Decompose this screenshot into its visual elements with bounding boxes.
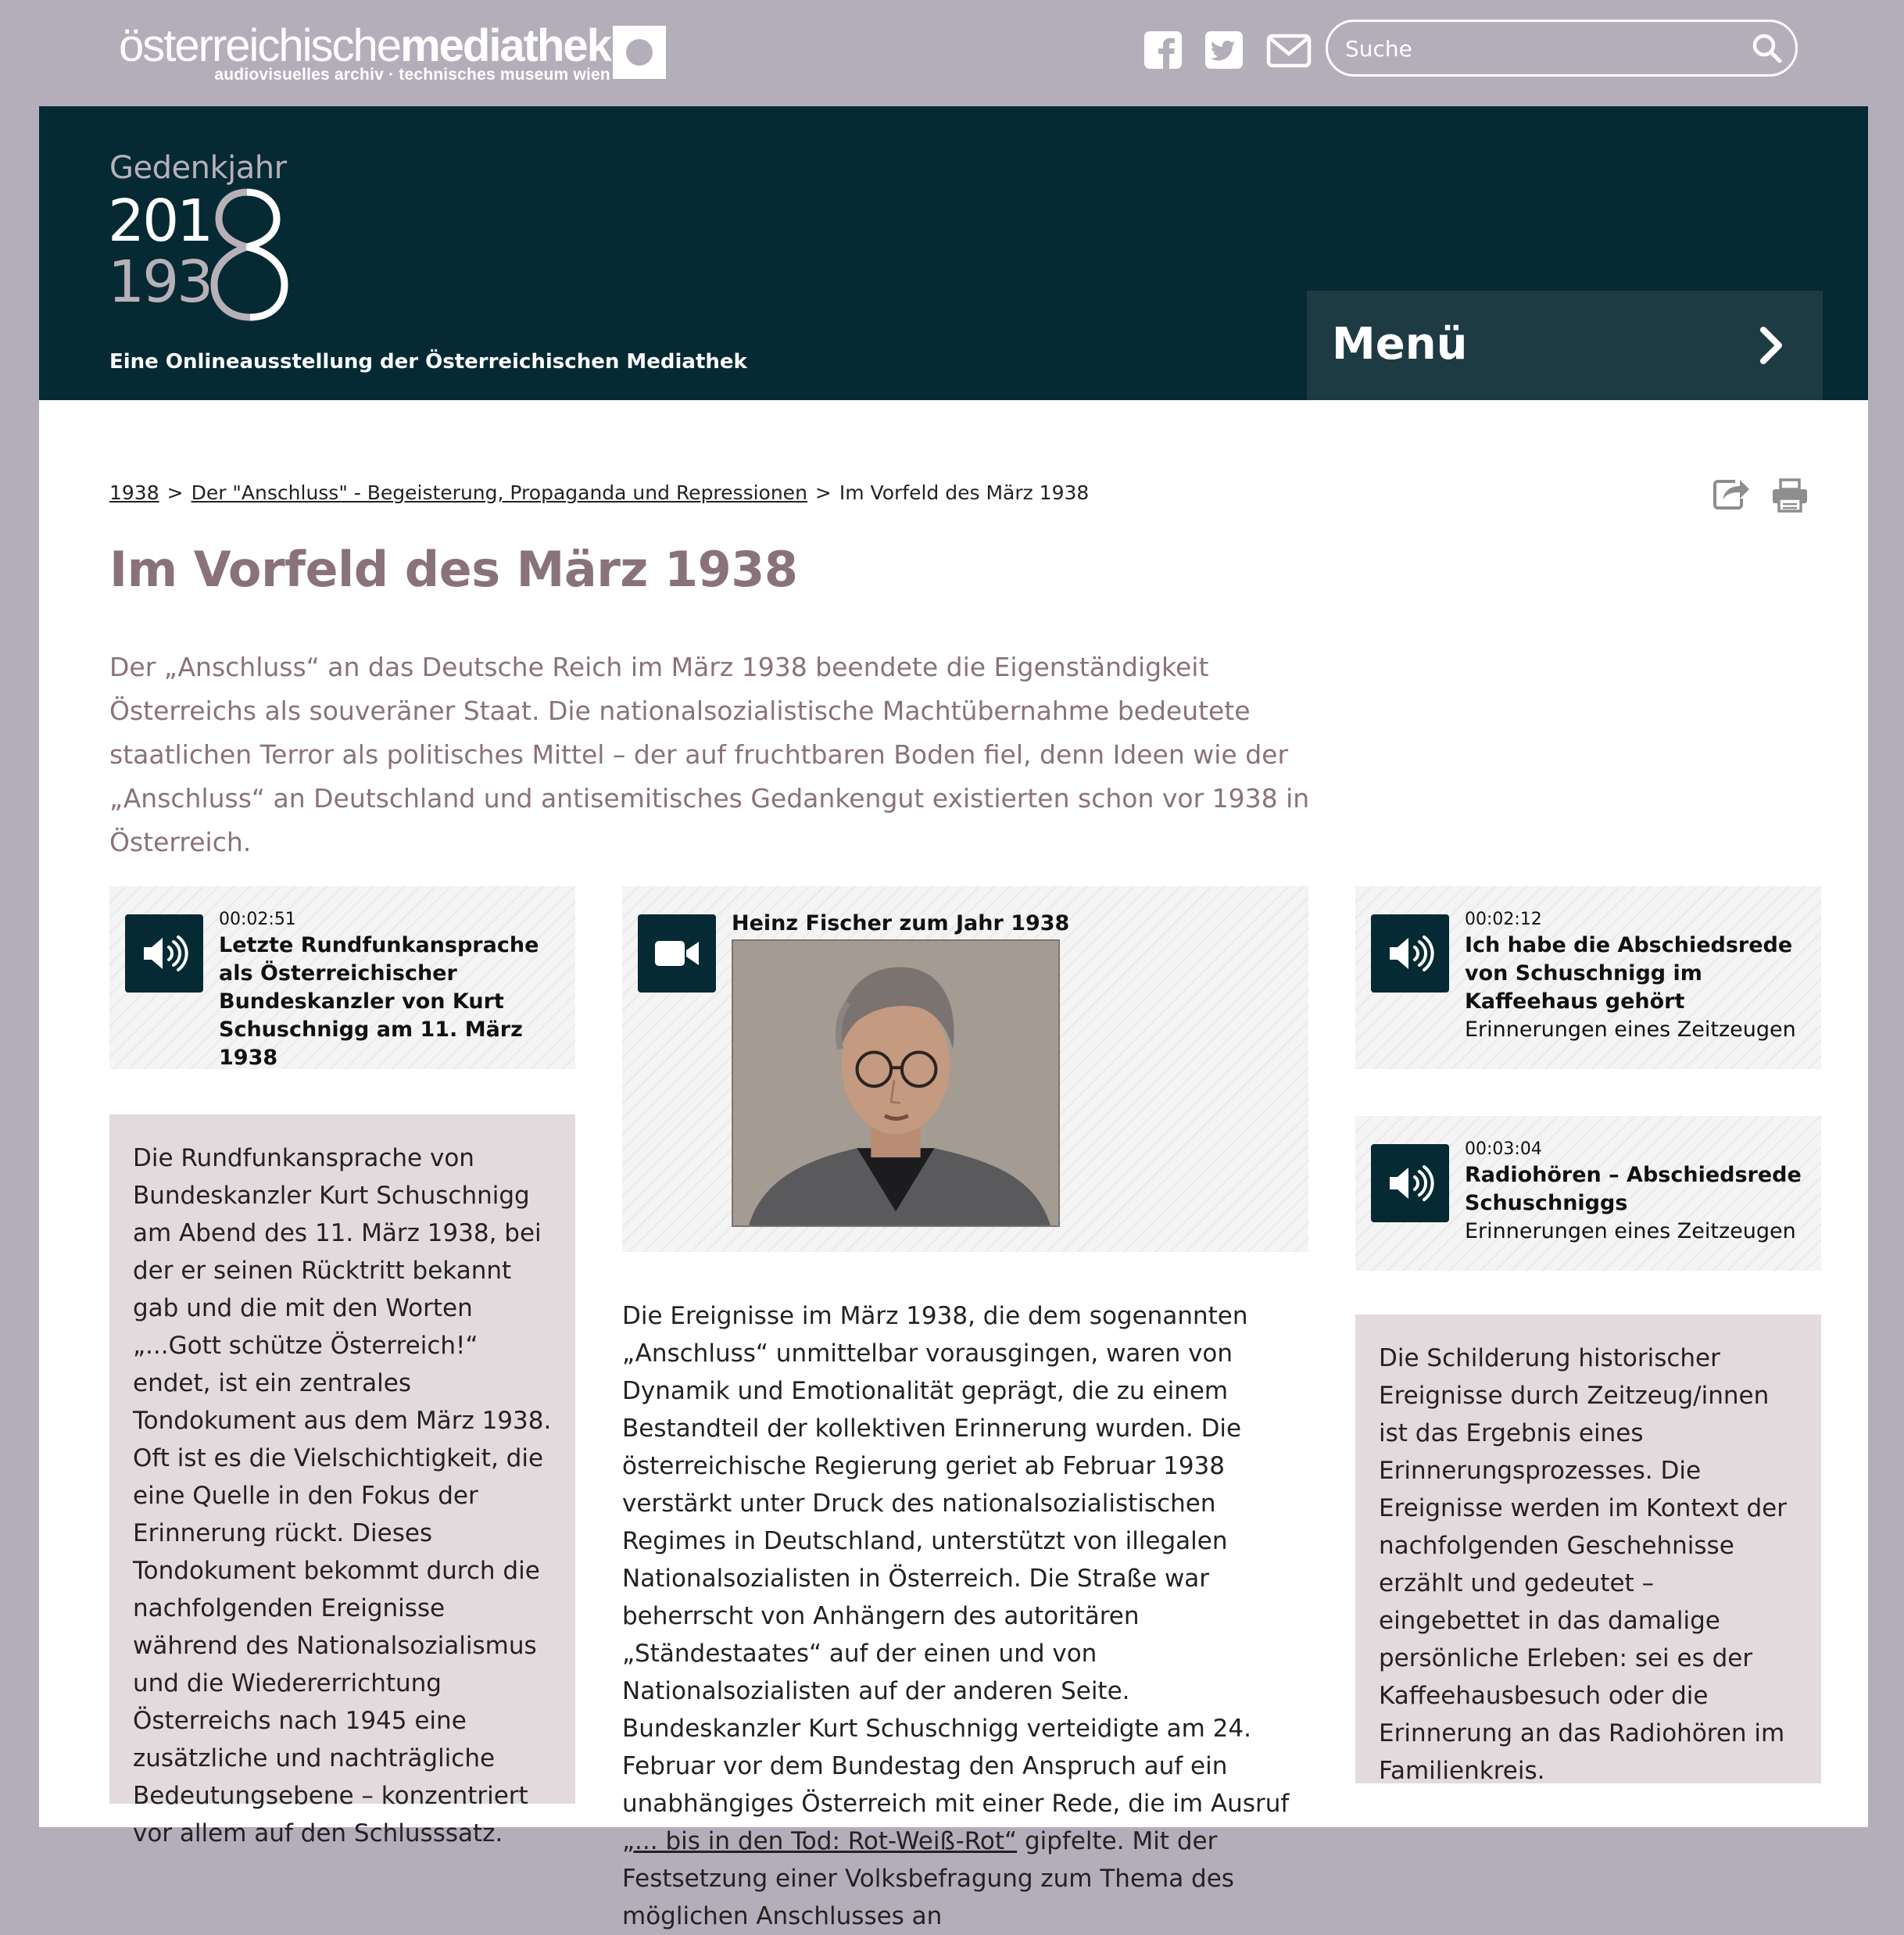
speaker-icon (1387, 932, 1433, 975)
video-thumbnail[interactable] (732, 939, 1060, 1227)
audio-duration: 00:02:12 (1465, 910, 1542, 929)
search-icon[interactable] (1752, 33, 1783, 64)
facebook-icon[interactable] (1143, 30, 1183, 70)
menu-label: Menü (1332, 319, 1468, 370)
gedenkjahr-year-top: 201 (108, 188, 212, 255)
audio-card-kaffeehaus[interactable] (1355, 886, 1821, 1069)
share-icon[interactable] (1712, 475, 1751, 511)
audio-play-button[interactable] (1371, 914, 1449, 993)
audio-play-button[interactable] (1371, 1144, 1449, 1222)
body-link-rede[interactable]: „... bis in den Tod: Rot-Weiß-Rot“ (622, 1827, 1018, 1855)
speaker-icon (141, 932, 188, 975)
body-text-end: gipfelte. Mit der Festsetzung einer Volksbefragung zum Thema des möglichen Anschlusses an (622, 1827, 1234, 1930)
video-card-heinz-fischer[interactable] (622, 886, 1308, 1252)
logo-mark-icon (613, 26, 666, 79)
logo-light-text: österreichische (119, 20, 401, 71)
search-box[interactable] (1326, 20, 1798, 77)
menu-button[interactable] (1307, 291, 1823, 400)
banner-subtitle: Eine Onlineausstellung der Österreichischen Mediathek (109, 350, 747, 374)
video-title[interactable]: Heinz Fischer zum Jahr 1938 (732, 911, 1070, 935)
breadcrumb-current: Im Vorfeld des März 1938 (839, 481, 1090, 504)
audio-duration: 00:03:04 (1465, 1139, 1542, 1159)
gedenkjahr-title: Gedenkjahr (109, 150, 287, 186)
audio-title[interactable]: Radiohören – Abschiedsrede Schuschniggs (1465, 1163, 1802, 1215)
print-icon[interactable] (1771, 478, 1809, 513)
search-input[interactable] (1345, 30, 1736, 67)
audio-subtitle: Erinnerungen eines Zeitzeugen (1465, 1219, 1796, 1243)
top-bar (0, 0, 1904, 106)
breadcrumb (109, 481, 1089, 504)
info-note-left: Die Rundfunkansprache von Bundeskanzler Kurt Schuschnigg am Abend des 11. März 1938, bei der er seinen Rücktritt bekannt gab und die mit den Worten „...Gott schütze Österreich!“ endet, ist ein zentrales Tondokument aus dem März 1938. Oft ist es die Vielschichtigkeit, die eine Quelle in den Fokus der Erinnerung rückt. Dieses Tondokument bekommt durch die nachfolgenden Ereignisse während des Nationalsozialismus und die Wiedererrichtung Österreichs nach 1945 eine zusätzliche und nachträgliche Bedeutungsebene – konzentriert vor allem auf den Schlusssatz. (109, 1114, 575, 1804)
logo-subtitle: audiovisuelles archiv · technisches museum wien (214, 66, 610, 84)
breadcrumb-link-1938[interactable]: 1938 (109, 481, 159, 504)
intro-paragraph: Der „Anschluss“ an das Deutsche Reich im März 1938 beendete die Eigenständigkeit Österreichs als souveräner Staat. Die nationalsozialistische Machtübernahme bedeutete staatlichen Terror als politisches Mittel – der auf fruchtbaren Boden fiel, denn Ideen wie der „Anschluss“ an Deutschland und antisemitisches Gedankengut existierten schon vor 1938 in Österreich. (109, 652, 1310, 857)
audio-title[interactable]: Letzte Rundfunkansprache als Österreichischer Bundeskanzler von Kurt Schuschnigg am 11. März 1938 (219, 933, 539, 1070)
twitter-icon[interactable] (1204, 30, 1244, 70)
site-logo[interactable] (119, 20, 610, 86)
chevron-right-icon (1757, 325, 1785, 366)
audio-duration: 00:02:51 (219, 910, 296, 929)
audio-card-rundfunkansprache[interactable] (109, 886, 575, 1069)
video-camera-icon (653, 932, 700, 975)
logo-bold-text: mediathek (400, 20, 610, 71)
page-title: Im Vorfeld des März 1938 (109, 541, 798, 598)
body-paragraph (622, 1297, 1310, 1935)
video-play-button[interactable] (638, 914, 716, 993)
audio-title[interactable]: Ich habe die Abschiedsrede von Schuschnigg im Kaffeehaus gehört (1465, 933, 1793, 1014)
audio-subtitle: Erinnerungen eines Zeitzeugen (1465, 1018, 1796, 1042)
speaker-icon (1387, 1161, 1433, 1205)
mail-icon[interactable] (1266, 30, 1312, 70)
audio-play-button[interactable] (125, 914, 203, 993)
breadcrumb-separator: > (814, 481, 832, 504)
gedenkjahr-eight-graphic (206, 188, 292, 322)
body-text-start: Die Ereignisse im März 1938, die dem sogenannten „Anschluss“ unmittelbar vorausgingen, waren von Dynamik und Emotionalität geprägt, die zu einem Bestandteil der kollektiven Erinnerung wurden. Die österreichische Regierung geriet ab Februar 1938 verstärkt unter Druck des nationalsozialistischen Regimes in Deutschland, unterstützt von illegalen Nationalsozialisten in Österreich. Die Straße war beherrscht von Anhängern des autoritären „Ständestaates“ auf der einen und von Nationalsozialisten auf der anderen Seite. Bundeskanzler Kurt Schuschnigg verteidigte am 24. Februar vor dem Bundestag den Anspruch auf ein unabhängiges Österreich mit einer Rede, die im Ausruf (622, 1302, 1290, 1818)
logo-wordmark (119, 20, 610, 71)
main-content (39, 400, 1868, 1930)
gedenkjahr-year-bottom: 193 (108, 249, 212, 316)
breadcrumb-separator: > (166, 481, 184, 504)
audio-card-radiohoeren[interactable] (1355, 1116, 1821, 1271)
exhibition-banner (39, 106, 1868, 400)
portrait-image (733, 941, 1058, 1225)
breadcrumb-link-anschluss[interactable]: Der "Anschluss" - Begeisterung, Propaganda und Repressionen (191, 481, 807, 504)
info-note-right: Die Schilderung historischer Ereignisse durch Zeitzeug/innen ist das Ergebnis eines Erinnerungsprozesses. Die Ereignisse werden im Kontext der nachfolgenden Geschehnisse erzählt und gedeutet – eingebettet in das damalige persönliche Erleben: sei es der Kaffeehausbesuch oder die Erinnerung an das Radiohören im Familienkreis. (1355, 1314, 1821, 1783)
